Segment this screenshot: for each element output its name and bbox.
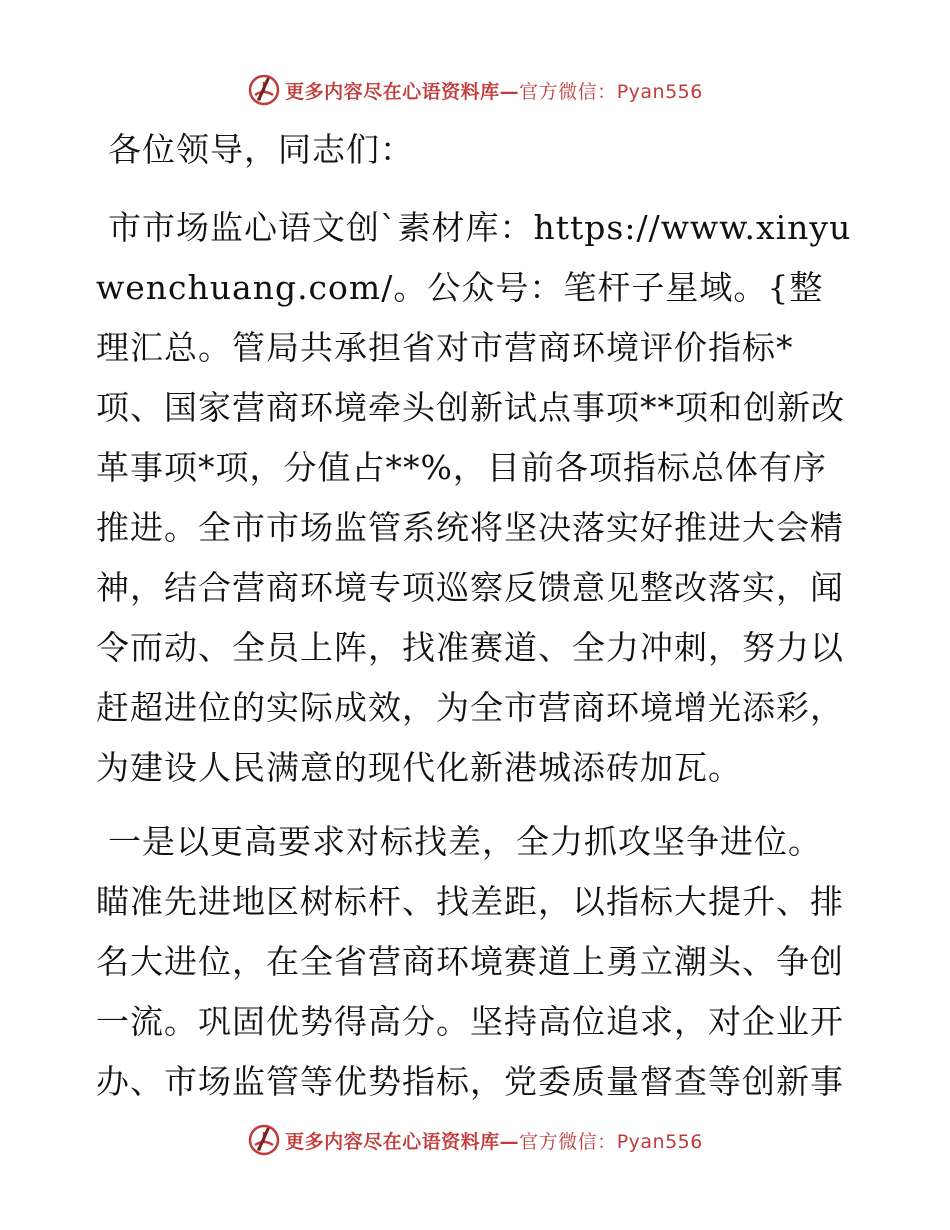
footer-banner (0, 1118, 950, 1162)
banner-wechat-handle: Pyan556 (616, 1130, 703, 1153)
banner-dash: — (499, 1130, 520, 1153)
paragraph-2: 一是以更高要求对标找差，全力抓攻坚争进位。瞄准先进地区树标杆、找差距，以指标大提升、排名大进位，在全省营商环境赛道上勇立潮头、争创一流。巩固优势得高分。坚持高位追求，对企业开办、市场监管等优势指标，党委质量督查等创新事 (96, 822, 844, 1101)
banner-text (285, 77, 703, 104)
banner-text (285, 1127, 703, 1154)
banner-wechat-handle: Pyan556 (616, 80, 703, 103)
book-pen-logo-icon (247, 1123, 281, 1157)
document-body (96, 120, 852, 1112)
banner-wechat-label: 官方微信： (519, 80, 617, 103)
paragraph-1: 市市场监心语文创`素材库：https://www.xinyuwenchuang.com/。公众号：笔杆子星域。{整理汇总。管局共承担省对市营商环境评价指标*项、国家营商环境牵头创新试点事项**项和创新改革事项*项，分值占**%，目前各项指标总体有序推进。全市市场监管系统将坚决落实好推进大会精神，结合营商环境专项巡察反馈意见整改落实，闻令而动、全员上阵，找准赛道、全力冲刺，努力以赶超进位的实际成效，为全市营商环境增光添彩，为建设人民满意的现代化新港城添砖加瓦。 (96, 208, 852, 787)
banner-dash: — (499, 80, 520, 103)
banner-main-text: 更多内容尽在心语资料库 (285, 1130, 500, 1153)
banner-main-text: 更多内容尽在心语资料库 (285, 80, 500, 103)
banner-wechat-label: 官方微信： (519, 1130, 617, 1153)
book-pen-logo-icon (247, 73, 281, 107)
salutation: 各位领导，同志们： (108, 130, 414, 169)
header-banner (0, 68, 950, 112)
